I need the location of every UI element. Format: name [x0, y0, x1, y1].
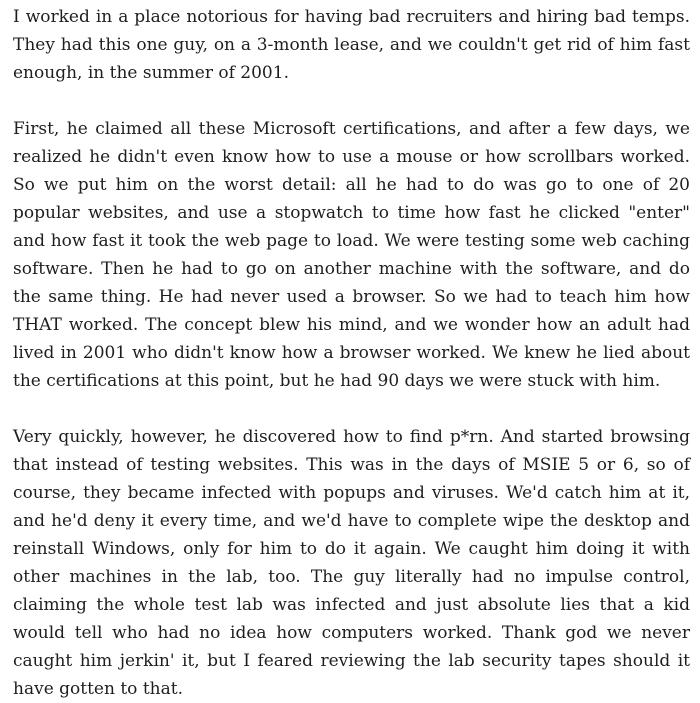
paragraph-browsing: Very quickly, however, he discovered how to find p*rn. And started browsing that instead of testing websites. This was in the days of MSIE 5 or 6, so of course, they became infected with popups and viruses. We'd catch him at it, and he'd deny it every time, and we'd have to complete wipe the desktop and reinstall Windows, only for him to do it again. We caught him doing it with other machines in the lab, too. The guy literally had no impulse control, claiming the whole test lab was infected and just absolute lies that a kid would tell who had no idea how computers worked. Thank god we never caught him jerkin' it, but I feared reviewing the lab security tapes should it have gotten to that. — [13, 427, 690, 699]
paragraph-intro: I worked in a place notorious for having bad recruiters and hiring bad temps. They had this one guy, on a 3-month lease, and we couldn't get rid of him fast enough, in the summer of 2001. — [13, 7, 690, 83]
paragraph-certifications: First, he claimed all these Microsoft certifications, and after a few days, we realized he didn't even know how to use a mouse or how scrollbars worked. So we put him on the worst detail: all he had to do was go to one of 20 popular websites, and use a stopwatch to time how fast he clicked "enter" and how fast it took the web page to load. We were testing some web caching software. Then he had to go on another machine with the software, and do the same thing. He had never used a browser. So we had to teach him how THAT worked. The concept blew his mind, and we wonder how an adult had lived in 2001 who didn't know how a browser worked. We knew he lied about the certifications at this point, but he had 90 days we were stuck with him. — [13, 119, 690, 391]
